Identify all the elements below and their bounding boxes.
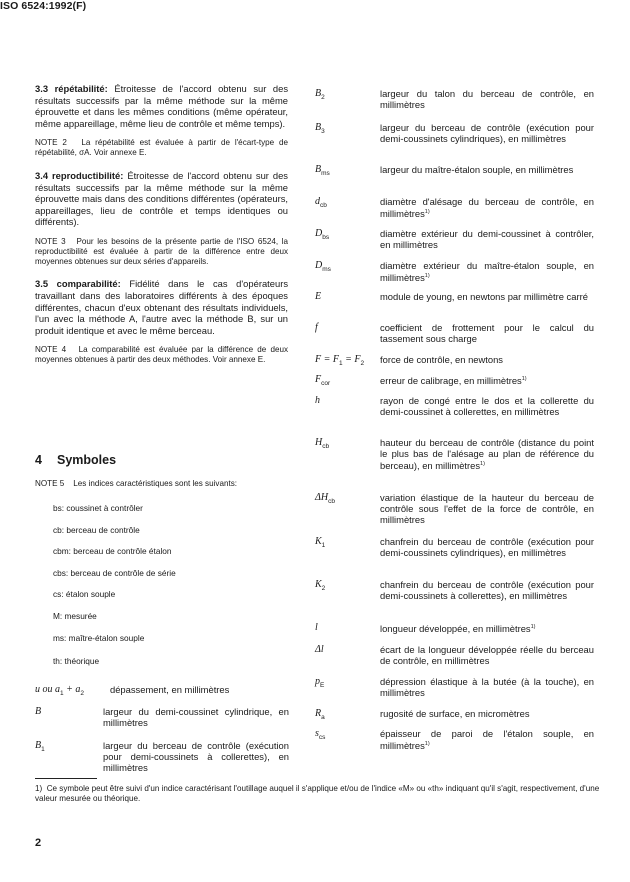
symbol-description: longueur développée, en millimètres$^{1)}$ [380, 623, 536, 635]
note-2 [35, 138, 288, 158]
symbol: Δl [315, 644, 324, 655]
footnote-text: Ce symbole peut être suivi d'un indice caractérisant l'outillage auquel il s'applique et/ou de l'indice «M» ou «th» indiquant qu'il s'agit, respectivement, d'une valeur mesurée ou théorique. [35, 784, 600, 803]
symbol-description: rayon de congé entre le dos et la collerette du demi-coussinet à collerettes, en millimètres [380, 395, 594, 418]
symbol-description: diamètre extérieur du demi-coussinet à contrôler, en millimètres [380, 228, 594, 251]
symbol-description: écart de la longueur développée réelle du berceau de contrôle, en millimètres [380, 644, 594, 667]
definition-3-4 [35, 170, 288, 228]
definition-term: reproductibilité: [52, 169, 124, 181]
footnote-ref: 1) [424, 209, 430, 216]
symbol: $K_2$ [315, 579, 326, 592]
note-label: NOTE 3 [35, 236, 66, 246]
section-title: Symboles [57, 453, 117, 467]
definitions-column [35, 83, 288, 377]
index-item: bs: coussinet à contrôler [53, 503, 143, 513]
symbol: $F_{cor}$ [315, 374, 331, 387]
symbol-description: erreur de calibrage, en millimètres$^{1)}$ [380, 375, 527, 387]
index-item: ms: maître-étalon souple [53, 633, 145, 643]
symbol: $F = F_1 = F_2$ [315, 354, 365, 367]
symbol-description: diamètre d'alésage du berceau de contrôle, en millimètres$^{1)}$ [380, 196, 594, 220]
symbol: $d_{cb}$ [315, 196, 327, 209]
symbol: $B_1$ [35, 740, 45, 753]
symbol-description: largeur du talon du berceau de contrôle, en millimètres [380, 88, 594, 111]
symbol: $s_{cs}$ [315, 728, 326, 741]
symbol-description: coefficient de frottement pour le calcul du tassement sous charge [380, 322, 594, 345]
symbol-description: chanfrein du berceau de contrôle (exécution pour demi-coussinets cylindriques), en millimètres [380, 536, 594, 559]
symbol-description: variation élastique de la hauteur du berceau de contrôle sous l'effet de la force de contrôle, en millimètres [380, 492, 594, 526]
symbol: $H_{cb}$ [315, 437, 330, 450]
footnote-divider [35, 778, 97, 779]
definition-3-3 [35, 83, 288, 129]
symbol-description: largeur du maître-étalon souple, en millimètres [380, 164, 574, 175]
symbol: $B_3$ [315, 122, 325, 135]
footnote-ref: 1) [424, 273, 430, 280]
symbol-description: dépression élastique à la butée (à la touche), en millimètres [380, 676, 594, 699]
note-text: Pour les besoins de la présente partie de l'ISO 6524, la reproductibilité est évaluée à partir de la différence entre deux moyennes obtenues sur deux séries d'appareils. [35, 236, 289, 266]
symbol-description: largeur du berceau de contrôle (exécution pour demi-coussinets à collerettes), en millimètres [103, 740, 289, 774]
symbol: $D_{bs}$ [315, 228, 330, 241]
footnote-ref: 1) [521, 376, 527, 382]
symbol-description: largeur du berceau de contrôle (exécution pour demi-coussinets cylindriques), en millimètres [380, 122, 594, 145]
symbol: $\Delta H_{cb}$ [315, 492, 335, 505]
symbol-description: épaisseur de paroi de l'étalon souple, en millimètres$^{1)}$ [380, 728, 594, 752]
footnote [35, 784, 601, 804]
index-item: th: théorique [53, 656, 100, 666]
symbol: f [315, 322, 318, 333]
definition-term: répétabilité: [54, 83, 108, 94]
footnote-ref: 1) [530, 624, 536, 630]
definition-text: Fidélité dans le cas d'opérateurs travaillant dans des laboratoires différents à des époques différentes, chacun d'eux obtenant des résultats individuels, l'un avec la méthode A, l'autre avec la méthode B, sur un produit identique et avec le même berceau. [35, 278, 289, 336]
index-item: cs: étalon souple [53, 589, 116, 599]
note-label: NOTE 2 [35, 138, 67, 148]
symbol: $K_1$ [315, 536, 326, 549]
symbol: l [315, 622, 318, 633]
definition-term: comparabilité: [56, 278, 121, 290]
definition-number: 3.4 [35, 169, 49, 181]
standard-header: ISO 6524:1992(F) [0, 0, 87, 12]
definition-text: Étroitesse de l'accord obtenu sur des résultats successifs par la même méthode sur la même éprouvette et dans les mêmes conditions (même opérateur, même appareillage, même lieu de contrôle et même temps). [35, 83, 289, 129]
footnote-ref: 1) [480, 461, 485, 468]
symbol: $p_E$ [315, 676, 325, 689]
definition-text: Étroitesse de l'accord obtenu sur des résultats successifs par la même méthode sur la même éprouvette mais dans des conditions différentes (opérateurs, appareillages, lieu de contrôle et temps identiques ou différents). [35, 169, 288, 228]
symbol: B [35, 706, 42, 717]
symbol-description: module de young, en newtons par millimètre carré [380, 291, 588, 302]
note-3 [35, 237, 288, 266]
section-heading [35, 453, 116, 467]
footnote-ref: 1) [424, 741, 430, 748]
note-label: NOTE 4 [35, 345, 67, 355]
definition-number: 3.5 [35, 278, 49, 290]
index-item: M: mesurée [53, 611, 97, 621]
symbol: $R_a$ [315, 708, 325, 721]
index-item: cbm: berceau de contrôle étalon [53, 546, 172, 556]
symbol: u ou $a_1 + a_2$ [35, 684, 84, 697]
symbol-description: rugosité de surface, en micromètres [380, 708, 530, 719]
index-item: cb: berceau de contrôle [53, 525, 140, 535]
note-text: Les indices caractéristiques sont les suivants: [73, 479, 237, 488]
note-text: La répétabilité est évaluée à partir de l'écart-type de répétabilité, σA. Voir annexe E. [35, 138, 289, 158]
note-label: NOTE 5 [35, 479, 65, 488]
section-number: 4 [35, 453, 42, 467]
symbol-description: largeur du demi-coussinet cylindrique, en millimètres [103, 706, 289, 729]
note-4 [35, 345, 288, 365]
symbol-description: force de contrôle, en newtons [380, 354, 503, 365]
symbol: E [315, 291, 322, 302]
definition-number: 3.3 [35, 83, 49, 94]
symbol-description: chanfrein du berceau de contrôle (exécution pour demi-coussinets à collerettes), en millimètres [380, 579, 594, 602]
symbol: h [315, 395, 320, 406]
definition-3-5 [35, 278, 288, 336]
symbol-description: dépassement, en millimètres [110, 684, 230, 695]
symbol-description: diamètre extérieur du maître-étalon souple, en millimètres$^{1)}$ [380, 260, 594, 284]
symbol: $B_{ms}$ [315, 164, 330, 177]
index-item: cbs: berceau de contrôle de série [53, 568, 176, 578]
symbol: $D_{ms}$ [315, 260, 331, 273]
page-number: 2 [35, 837, 42, 849]
symbol: $B_2$ [315, 88, 325, 101]
symbol-description: hauteur du berceau de contrôle (distance du point le plus bas de l'alésage au plan de référence du berceau), en millimètres$^{1)}$ [380, 437, 594, 472]
footnote-mark: 1) [35, 784, 43, 793]
note-text: La comparabilité est évaluée par la différence de deux moyennes obtenues à partir des deux méthodes. Voir annexe E. [35, 345, 289, 365]
note-5 [35, 479, 288, 488]
